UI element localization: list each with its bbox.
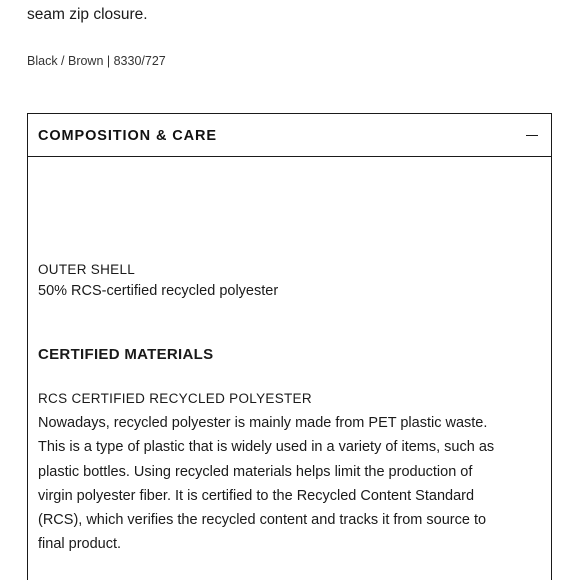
composition-care-accordion-header[interactable] <box>28 114 551 157</box>
outer-shell-composition: 50% RCS-certified recycled polyester <box>38 283 279 299</box>
description-line: Nowadays, recycled polyester is mainly made from PET plastic waste. <box>38 415 488 431</box>
description-line: virgin polyester fiber. It is certified to the Recycled Content Standard <box>38 487 475 504</box>
accordion-title: COMPOSITION & CARE <box>38 128 217 144</box>
minus-icon[interactable] <box>526 135 538 136</box>
description-line: (RCS), which verifies the recycled content and tracks it from source to <box>38 512 487 529</box>
certified-material-name: RCS CERTIFIED RECYCLED POLYESTER <box>38 391 312 406</box>
description-line: final product. <box>38 536 122 553</box>
product-color-reference: Black / Brown | 8330/727 <box>27 54 166 68</box>
product-description-text: seam zip closure. <box>27 6 148 23</box>
certified-material-description <box>38 411 543 557</box>
composition-care-accordion <box>27 113 552 580</box>
outer-shell-label: OUTER SHELL <box>38 262 136 277</box>
certified-materials-heading: CERTIFIED MATERIALS <box>38 346 214 363</box>
description-line: This is a type of plastic that is widely used in a variety of items, such as <box>38 439 495 456</box>
description-line: plastic bottles. Using recycled materials helps limit the production of <box>38 463 473 480</box>
